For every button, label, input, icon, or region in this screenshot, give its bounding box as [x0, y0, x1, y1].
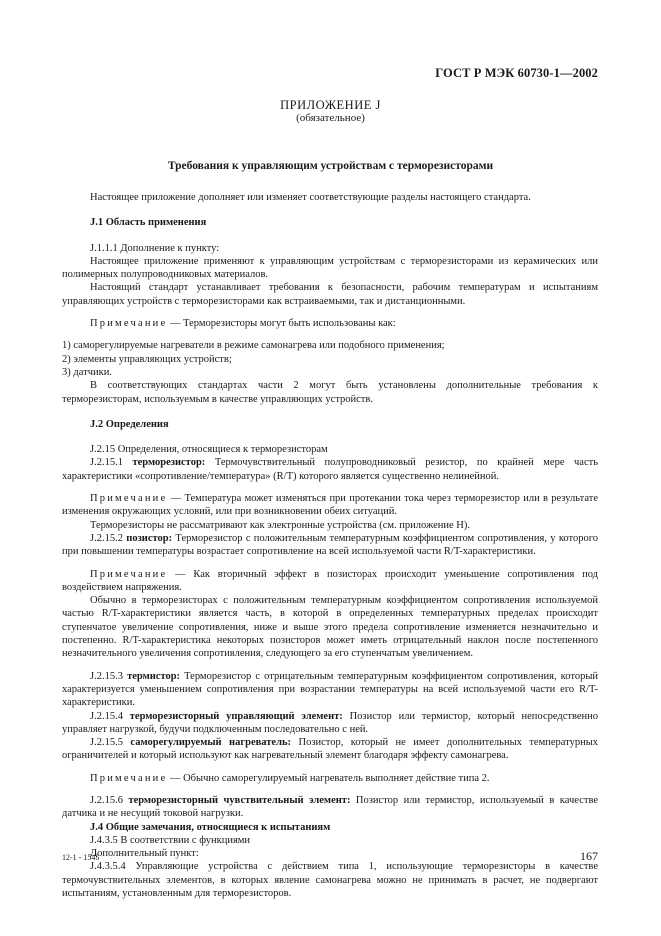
paragraph: J.4.3.5.4 Управляющие устройства с действием типа 1, использующие терморезисторы в качестве термочувствительных элементов, в которых явление самонагрева можно не принимать в расчет, не подвергают испытаниям, установленным для терморезисторов.	[62, 861, 598, 900]
appendix-subtitle: (обязательное)	[296, 112, 365, 124]
appendix-title: ПРИЛОЖЕНИЕ J	[280, 98, 381, 112]
definition-text: Позистор, который не имеет дополнительных температурных ограничителей и который используют как нагревательный элемент благодаря эффекту самонагрева.	[62, 737, 599, 762]
paragraph: Терморезисторы не рассматривают как электронные устройства (см. приложение H).	[90, 519, 471, 531]
paragraph: Дополнительный пункт:	[90, 848, 199, 860]
page-number: 167	[580, 849, 598, 863]
defined-term: терморезистор:	[132, 457, 206, 469]
note	[62, 772, 598, 785]
appendix-main-title: Требования к управляющим устройствам с терморезисторами	[167, 160, 494, 172]
definition	[62, 532, 598, 559]
definition	[62, 456, 598, 483]
note-text: — Температура может изменяться при протекании тока через терморезистор или в результате изменения окружающих условий, или при возникновении обеих ситуаций.	[62, 493, 598, 518]
paragraph: В соответствующих стандартах части 2 могут быть установлены дополнительные требования к терморезисторам, используемым в качестве управляющих устройств.	[62, 380, 598, 405]
note-label: Примечание	[90, 568, 168, 580]
section-heading-scope: J.1 Область применения	[90, 217, 207, 229]
paragraph: Обычно в терморезисторах с положительным температурным коэффициентом сопротивления используемой частью R/T-характеристики является часть, в которой в определенных температурных пределах происходит ступенчатое увеличение сопротивления, ниже и выше этого предела сопротивление изменяется незначительно и постепенно. R/T-характеристика некоторых позисторов может иметь отрицательный наклон после постепенного незначительного увеличения сопротивления, следующего за его ступенчатым увеличением.	[62, 595, 598, 660]
note-text: — Как вторичный эффект в позисторах происходит уменьшение сопротивления под воздействием напряжения.	[62, 568, 598, 593]
intro-paragraph: Настоящее приложение дополняет или изменяет соответствующие разделы настоящего стандарта.	[90, 192, 531, 203]
clause-number: J.2.15.3	[90, 670, 128, 682]
note-label: Примечание	[90, 318, 168, 330]
definition-text: Термочувствительный полупроводниковый резистор, по крайней мере часть характеристики «сопротивление/температура» (R/T) которого является существенно нелинейной.	[62, 457, 598, 482]
paragraph: Настоящий стандарт устанавливает требования к безопасности, рабочим температурам и испытаниям управляющих устройств с терморезисторами как встраиваемыми, так и дистанционными.	[62, 282, 598, 307]
note	[62, 492, 598, 519]
note-label: Примечание	[90, 493, 168, 505]
section-heading-tests: J.4 Общие замечания, относящиеся к испытаниям	[90, 821, 331, 833]
clause-number: J.2.15.2	[90, 532, 127, 544]
note-label: Примечание	[90, 772, 168, 784]
note	[62, 568, 598, 595]
standard-header: ГОСТ Р МЭК 60730-1—2002	[435, 66, 598, 80]
clause-number: J.2.15.4	[90, 710, 130, 722]
clause-number: J.2.15.1	[90, 457, 133, 469]
defined-term: термистор:	[127, 670, 181, 682]
definition	[62, 794, 598, 821]
paragraph: J.4.3.5 В соответствии с функциями	[90, 834, 251, 846]
paragraph: J.2.15 Определения, относящиеся к терморезисторам	[90, 444, 328, 456]
definition-text: Терморезистор с положительным температурным коэффициентом сопротивления, у которого при повышении температуры возрастает сопротивление на всей используемой части R/T-характеристики.	[62, 532, 598, 558]
definition	[62, 736, 598, 763]
list-item: 3) датчики.	[62, 366, 112, 378]
note-text: — Терморезисторы могут быть использованы как:	[167, 318, 396, 330]
note-text: — Обычно саморегулируемый нагреватель выполняет действие типа 2.	[167, 772, 490, 784]
definition-text: Позистор или термистор, используемый в качестве датчика и не несущий токовой нагрузки.	[62, 794, 599, 820]
paragraph: J.1.1.1 Дополнение к пункту:	[90, 242, 220, 254]
defined-term: саморегулируемый нагреватель:	[130, 737, 292, 749]
definition	[62, 710, 598, 737]
definition-text: Терморезистор с отрицательным температурным коэффициентом сопротивления, который характеризуется уменьшением сопротивления при возрастании температуры на всей используемой части его R/T-характеристики.	[62, 670, 598, 709]
document-body	[62, 182, 598, 900]
clause-number: J.2.15.6	[90, 794, 129, 806]
section-heading-definitions: J.2 Определения	[90, 418, 169, 430]
list-item: 2) элементы управляющих устройств;	[62, 353, 232, 365]
defined-term: терморезисторный чувствительный элемент:	[128, 794, 351, 806]
defined-term: позистор:	[126, 532, 173, 544]
note	[62, 317, 598, 330]
definition	[62, 670, 598, 710]
clause-number: J.2.15.5	[90, 737, 131, 749]
defined-term: терморезисторный управляющий элемент:	[129, 710, 343, 722]
list-item: 1) саморегулируемые нагреватели в режиме самонагрева или подобного применения;	[62, 340, 445, 352]
print-code: 12-1 - 1545	[62, 853, 100, 862]
paragraph: Настоящее приложение применяют к управляющим устройствам с терморезисторами из керамических или полимерных полупроводниковых материалов.	[62, 255, 598, 281]
definition-text: Позистор или термистор, который непосредственно управляет нагрузкой, будучи подключенным последовательно с ней.	[62, 710, 599, 735]
